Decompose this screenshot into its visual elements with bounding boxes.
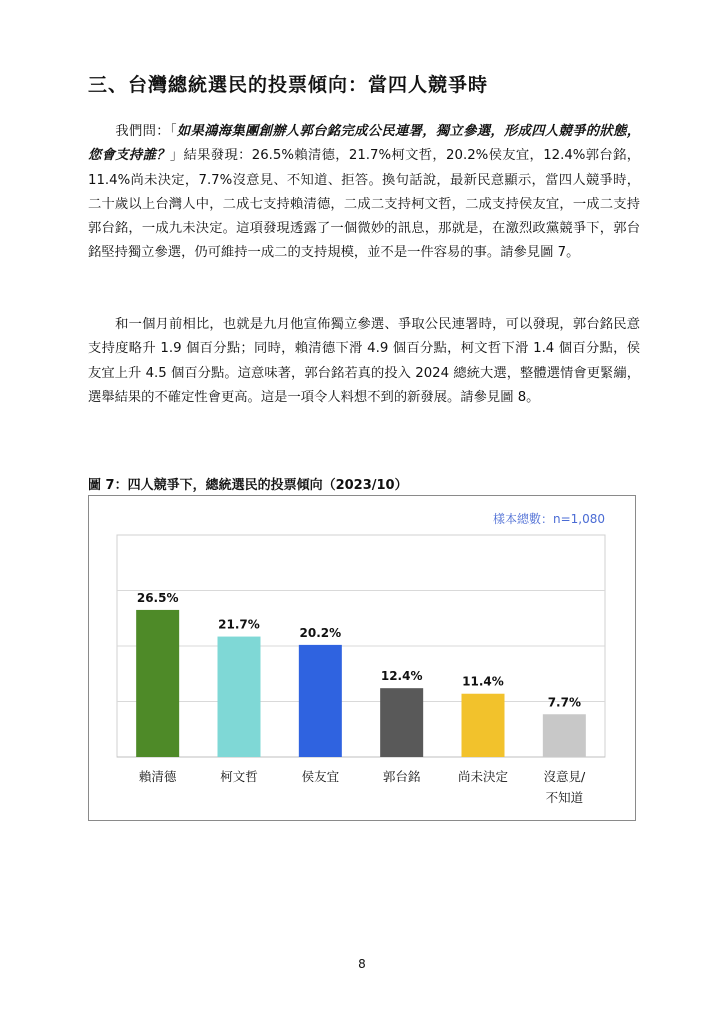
bar-4	[380, 688, 423, 757]
paragraph-1-lead: 我們問：「	[115, 124, 177, 139]
category-label: 侯友宜	[301, 769, 340, 784]
sample-size-note: 樣本總數：n=1,080	[492, 512, 605, 526]
paragraph-1	[88, 120, 640, 266]
bar-5	[462, 694, 505, 757]
bar-chart	[89, 496, 635, 820]
survey-question: 如果鴻海集團創辦人郭台銘完成公民連署，獨立參選，形成四人競爭的狀態，您會支持誰？	[88, 124, 641, 164]
close-quote: 」	[169, 148, 184, 164]
bar-value-label: 26.5%	[136, 590, 179, 605]
category-label: 尚未決定	[457, 769, 509, 784]
bar-2	[218, 637, 261, 757]
bar-3	[299, 645, 342, 757]
bar-6	[543, 714, 586, 757]
category-label: 柯文哲	[220, 769, 258, 784]
page-number: 8	[358, 957, 366, 971]
bar-value-label: 20.2%	[299, 625, 342, 640]
category-label: 不知道	[545, 790, 584, 805]
bar-value-label: 7.7%	[547, 695, 581, 710]
paragraph-1-body: 結果發現：26.5%賴清德，21.7%柯文哲，20.2%侯友宜，12.4%郭台銘，11.4%尚未決定，7.7%沒意見、不知道、拒答。換句話說，最新民意顯示，當四人競爭時，二十歲以上台灣人中，二成七支持賴清德，二成二支持柯文哲，二成支持侯友宜，一成二支持郭台銘，一成九未決定。這項發現透露了一個微妙的訊息，那就是，在激烈政黨競爭下，郭台銘堅持獨立參選，仍可維持一成二的支持規模，並不是一件容易的事。請參見圖 7。	[88, 148, 641, 261]
category-label: 沒意見/	[543, 769, 586, 784]
section-heading: 三、台灣總統選民的投票傾向：當四人競爭時	[88, 74, 489, 96]
bar-1	[136, 610, 179, 757]
category-label: 郭台銘	[382, 769, 421, 784]
category-label: 賴清德	[138, 769, 177, 784]
paragraph-2-body: 和一個月前相比，也就是九月他宣佈獨立參選、爭取公民連署時，可以發現，郭台銘民意支持度略升 1.9 個百分點；同時，賴清德下滑 4.9 個百分點，柯文哲下滑 1.4 個百分點，侯友宜上升 4.5 個百分點。這意味著，郭台銘若真的投入 2024 總統大選，整體選情會更緊繃，選舉結果的不確定性會更高。這是一項令人料想不到的新發展。請參見圖 8。	[88, 317, 640, 405]
paragraph-2	[88, 313, 640, 410]
bar-value-label: 12.4%	[380, 669, 423, 684]
bar-value-label: 11.4%	[462, 674, 504, 689]
chart-frame	[88, 495, 636, 821]
bar-value-label: 21.7%	[218, 617, 260, 632]
figure-title: 圖 7：四人競爭下，總統選民的投票傾向（2023/10）	[88, 478, 408, 493]
